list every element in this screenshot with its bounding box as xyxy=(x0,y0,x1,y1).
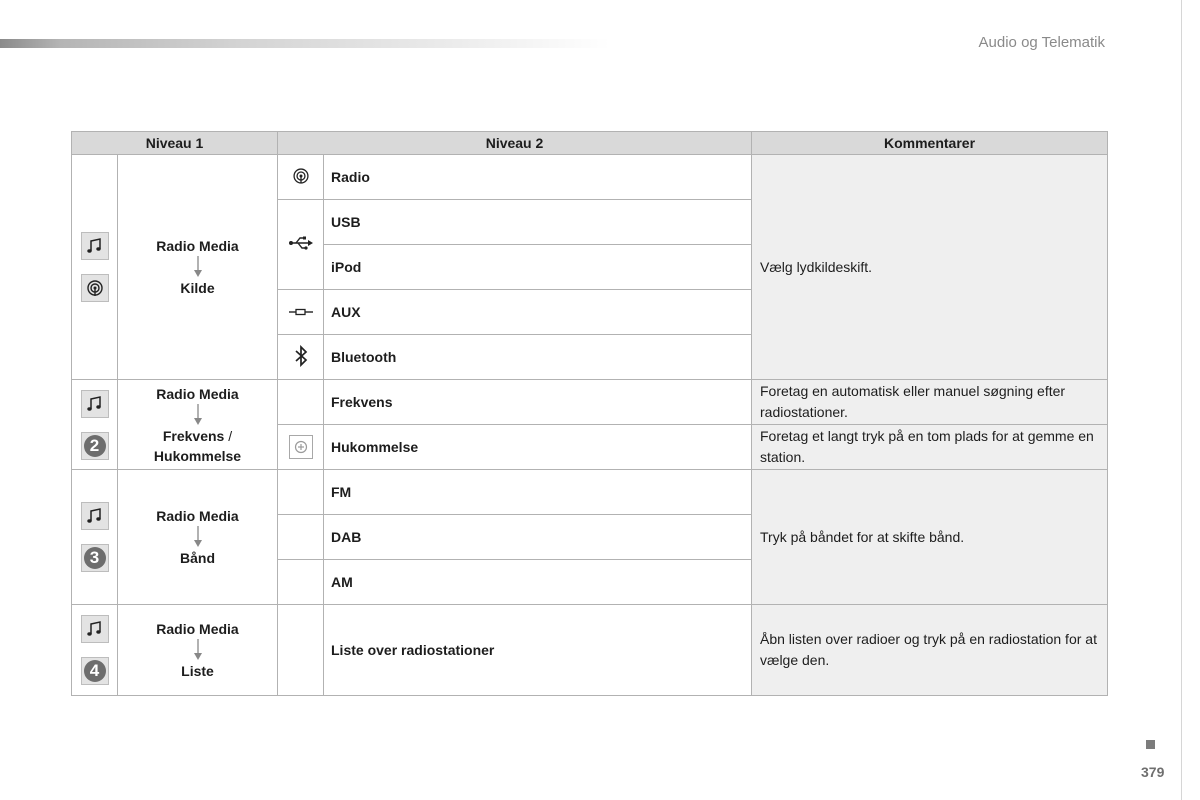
option-label: iPod xyxy=(324,245,752,290)
usb-icon xyxy=(288,236,314,250)
menu-path-cell xyxy=(118,605,278,696)
path-separator: / xyxy=(224,427,233,444)
option-label: Frekvens xyxy=(324,380,752,425)
page-number: 379 xyxy=(1141,764,1165,780)
option-label: DAB xyxy=(324,515,752,560)
option-label: AUX xyxy=(324,290,752,335)
comment-cell: Foretag en automatisk eller manuel søgning efter radiostationer. xyxy=(752,380,1108,425)
path-bottom-label: Liste xyxy=(181,663,214,679)
header-niveau-2: Niveau 2 xyxy=(278,132,752,155)
option-icon-cell xyxy=(278,425,324,470)
aux-icon xyxy=(288,307,314,317)
option-label: Radio xyxy=(324,155,752,200)
menu-path-cell xyxy=(118,155,278,380)
table-row xyxy=(72,155,1108,200)
page-marker xyxy=(1146,740,1155,749)
path-bottom-label-a: Frekvens xyxy=(162,427,225,444)
group-icons-cell xyxy=(72,155,118,380)
header-niveau-1: Niveau 1 xyxy=(72,132,278,155)
option-label: Bluetooth xyxy=(324,335,752,380)
path-bottom-label: Bånd xyxy=(180,550,215,566)
path-bottom-label-b: Hukommelse xyxy=(153,447,242,464)
option-icon-cell xyxy=(278,470,324,515)
path-bottom-label: Kilde xyxy=(180,280,215,296)
option-icon-cell xyxy=(278,515,324,560)
table-header-row xyxy=(72,132,1108,155)
page-edge-rule xyxy=(1181,0,1182,800)
number-badge-icon xyxy=(81,432,109,460)
music-note-icon xyxy=(81,390,109,418)
arrow-down-icon xyxy=(192,256,204,278)
badge-number: 4 xyxy=(89,661,100,680)
option-label: Liste over radiostationer xyxy=(324,605,752,696)
option-icon-cell xyxy=(278,560,324,605)
menu-table xyxy=(71,131,1108,696)
menu-path-cell xyxy=(118,380,278,470)
path-top-label: Radio Media xyxy=(156,385,239,402)
group-icons-cell xyxy=(72,605,118,696)
number-badge-icon xyxy=(81,657,109,685)
comment-cell: Vælg lydkildeskift. xyxy=(752,155,1108,380)
bluetooth-icon xyxy=(294,345,308,367)
section-title: Audio og Telematik xyxy=(978,34,1105,51)
option-label: Hukommelse xyxy=(324,425,752,470)
table-row xyxy=(72,470,1108,515)
group-icons-cell xyxy=(72,470,118,605)
add-preset-icon xyxy=(289,435,313,459)
option-label: USB xyxy=(324,200,752,245)
menu-path-cell xyxy=(118,470,278,605)
option-icon-cell xyxy=(278,335,324,380)
option-icon-cell xyxy=(278,155,324,200)
option-icon-cell xyxy=(278,200,324,290)
comment-cell: Foretag et langt tryk på en tom plads for at gemme en station. xyxy=(752,425,1108,470)
option-icon-cell xyxy=(278,380,324,425)
badge-number: 2 xyxy=(89,435,100,455)
path-top-label: Radio Media xyxy=(156,508,239,524)
option-label: AM xyxy=(324,560,752,605)
radio-source-icon xyxy=(81,274,109,302)
arrow-down-icon xyxy=(192,639,204,661)
number-badge-icon xyxy=(81,544,109,572)
header-gradient-bar xyxy=(0,39,610,48)
group-icons-cell xyxy=(72,380,118,470)
badge-number: 3 xyxy=(89,548,100,567)
arrow-down-icon xyxy=(192,404,204,426)
radio-source-icon xyxy=(289,164,313,188)
comment-cell: Tryk på båndet for at skifte bånd. xyxy=(752,470,1108,605)
music-note-icon xyxy=(81,502,109,530)
arrow-down-icon xyxy=(192,526,204,548)
music-note-icon xyxy=(81,232,109,260)
header-kommentarer: Kommentarer xyxy=(752,132,1108,155)
option-label: FM xyxy=(324,470,752,515)
path-bottom-label xyxy=(118,426,277,446)
path-top-label: Radio Media xyxy=(156,238,239,254)
option-icon-cell xyxy=(278,290,324,335)
table-row xyxy=(72,605,1108,696)
option-icon-cell xyxy=(278,605,324,696)
music-note-icon xyxy=(81,615,109,643)
path-top-label: Radio Media xyxy=(156,621,239,637)
comment-cell: Åbn listen over radioer og tryk på en radiostation for at vælge den. xyxy=(752,605,1108,696)
table-row xyxy=(72,380,1108,425)
